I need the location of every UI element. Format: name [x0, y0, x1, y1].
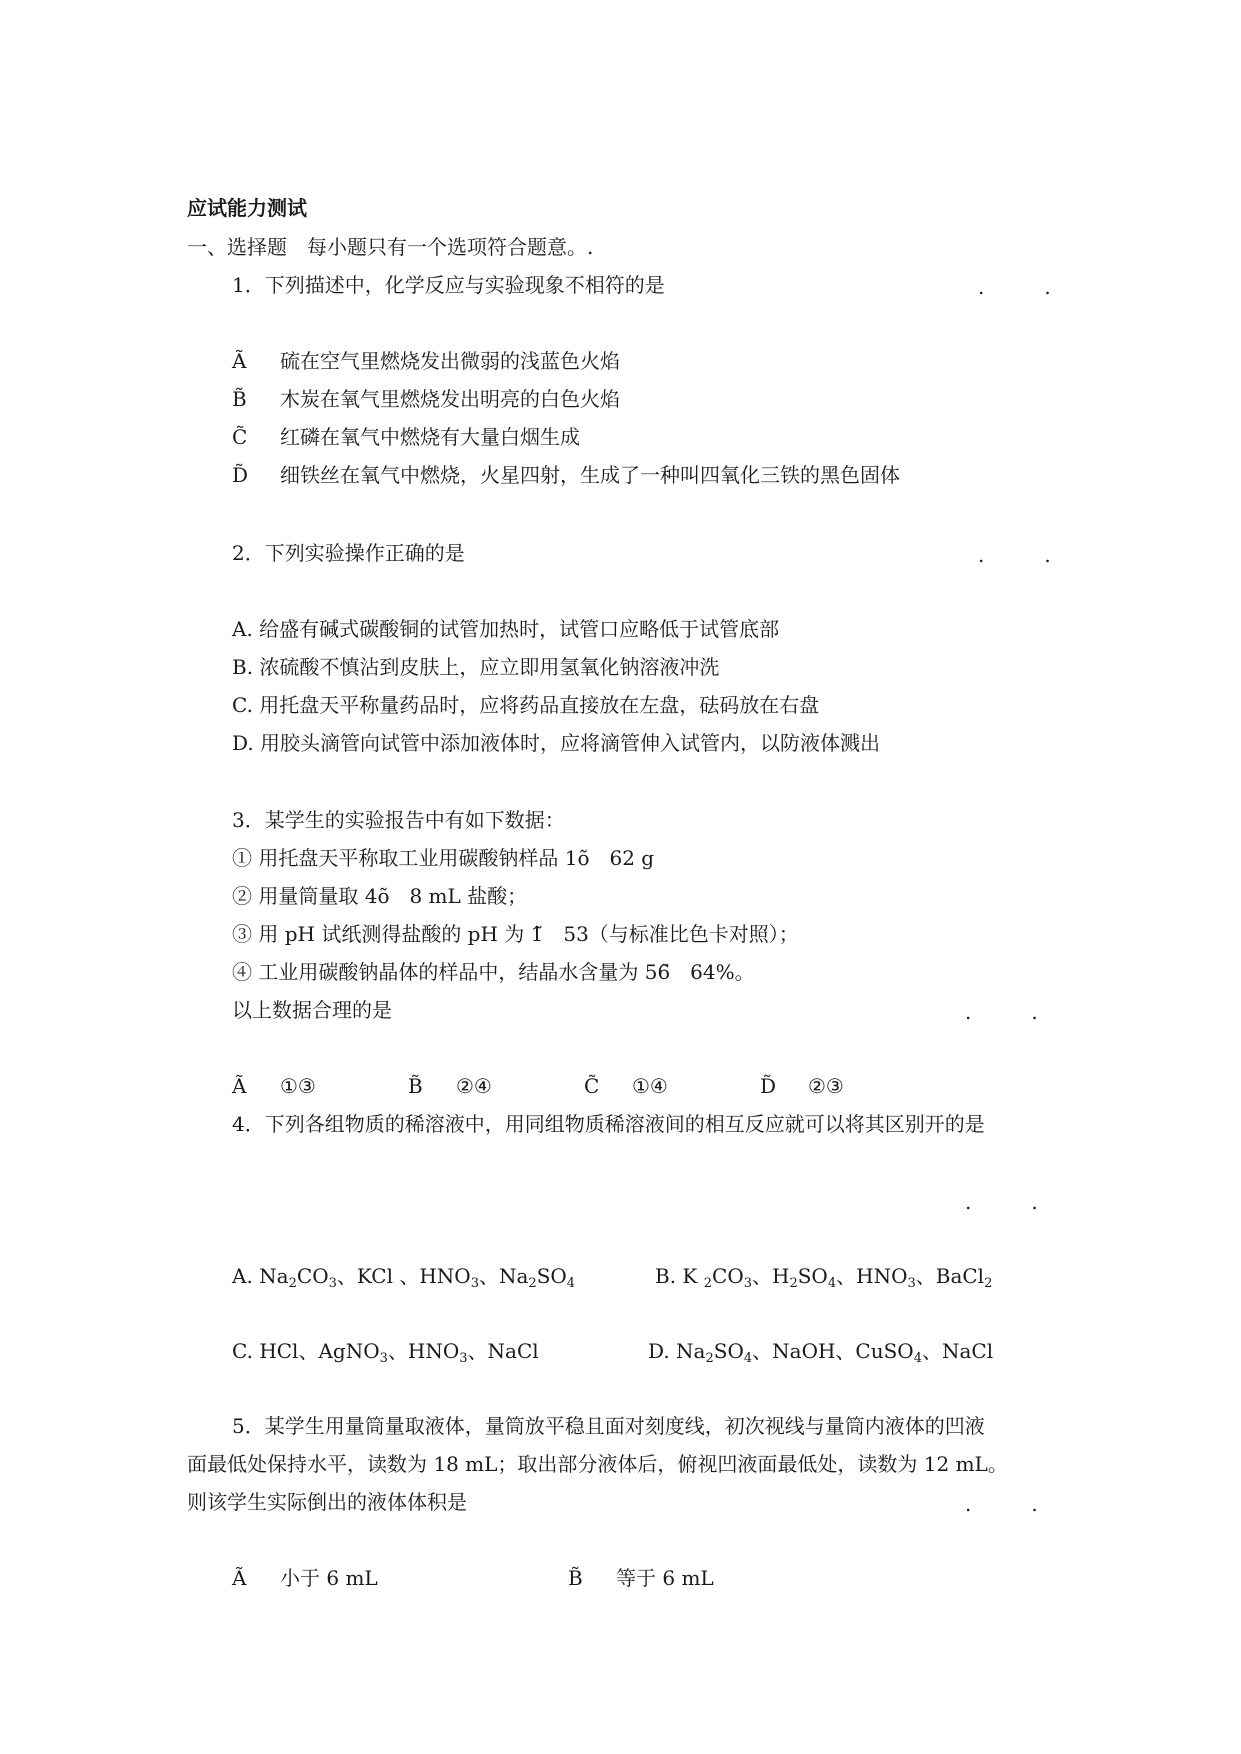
- formula-text: HCl、AgNO: [259, 1339, 380, 1363]
- option-text: 等于 6 mL: [616, 1566, 714, 1590]
- subscript: 2: [984, 1276, 993, 1291]
- formula-text: K: [682, 1264, 704, 1288]
- section-heading: 一、选择题 每小题只有一个选项符合题意。.: [187, 235, 594, 259]
- formula-text: 、NaOH、CuSO: [752, 1339, 914, 1363]
- q4-option-b: [655, 1264, 993, 1291]
- option-text: 红磷在氧气中燃烧有大量白烟生成: [280, 425, 580, 449]
- subscript: 2: [705, 1351, 714, 1366]
- option-text: ②④: [456, 1074, 492, 1098]
- option-label: C̃: [232, 425, 248, 449]
- formula-text: SO: [536, 1264, 567, 1288]
- q1-stem: 1．下列描述中，化学反应与实验现象不相符的是: [232, 273, 665, 297]
- formula-text: CO: [296, 1264, 329, 1288]
- q4-answer-blank: . .: [965, 1190, 1038, 1214]
- q2-stem: 2．下列实验操作正确的是: [232, 541, 465, 565]
- option-label: D̃: [760, 1074, 777, 1098]
- q3-answer-blank: . .: [965, 1000, 1038, 1024]
- q2-option-a: A. 给盛有碱式碳酸铜的试管加热时，试管口应略低于试管底部: [232, 617, 780, 641]
- q3-option-d: [760, 1074, 844, 1098]
- q5-answer-blank: . .: [965, 1492, 1038, 1516]
- formula-text: Na: [259, 1264, 289, 1288]
- option-label: B̃: [568, 1566, 583, 1590]
- q3-option-c: [584, 1074, 668, 1098]
- q4-option-d: [648, 1339, 994, 1366]
- option-label: B.: [655, 1264, 683, 1288]
- subscript: 3: [743, 1276, 752, 1291]
- subscript: 2: [789, 1276, 798, 1291]
- formula-text: 、Na: [478, 1264, 529, 1288]
- subscript: 3: [379, 1351, 388, 1366]
- formula-text: 、HNO: [836, 1264, 908, 1288]
- q4-stem: 4．下列各组物质的稀溶液中，用同组物质稀溶液间的相互反应就可以将其区别开的是: [232, 1112, 985, 1136]
- option-text: 小于 6 mL: [280, 1566, 378, 1590]
- q5-stem-line-1: 5．某学生用量筒量取液体，量筒放平稳且面对刻度线，初次视线与量筒内液体的凹液: [232, 1414, 985, 1438]
- option-label: Ã: [232, 349, 247, 373]
- q2-answer-blank: . .: [978, 543, 1051, 567]
- q2-option-b: B. 浓硫酸不慎沾到皮肤上，应立即用氢氧化钠溶液冲洗: [232, 655, 720, 679]
- q4-option-a: [232, 1264, 576, 1291]
- subscript: 4: [827, 1276, 837, 1291]
- q5-stem-line-3: 则该学生实际倒出的液体体积是: [187, 1490, 467, 1514]
- formula-text: 、KCl 、HNO: [336, 1264, 471, 1288]
- q5-stem-line-2: 面最低处保持水平，读数为 18 mL；取出部分液体后，俯视凹液面最低处，读数为 12 mL。: [187, 1452, 1008, 1476]
- q3-stem: 3．某学生的实验报告中有如下数据：: [232, 808, 565, 832]
- q1-option-d: [232, 463, 900, 487]
- option-text: 细铁丝在氧气中燃烧，火星四射，生成了一种叫四氧化三铁的黑色固体: [280, 463, 900, 487]
- q2-option-c: C. 用托盘天平称量药品时，应将药品直接放在左盘，砝码放在右盘: [232, 693, 820, 717]
- subscript: 4: [566, 1276, 576, 1291]
- option-text: ②③: [808, 1074, 844, 1098]
- option-label: B̃: [408, 1074, 423, 1098]
- subscript: 3: [328, 1276, 337, 1291]
- q3-item-4: ④ 工业用碳酸钠晶体的样品中，结晶水含量为 56̃ 64%。: [232, 960, 755, 984]
- formula-text: 、NaCl: [921, 1339, 994, 1363]
- option-label: D̃: [232, 463, 249, 487]
- q5-option-b: [568, 1566, 714, 1590]
- option-label: B̃: [232, 387, 247, 411]
- q3-item-2: ② 用量筒量取 4õ 8 mL 盐酸；: [232, 884, 528, 908]
- q3-option-b: [408, 1074, 492, 1098]
- q2-option-d: D. 用胶头滴管向试管中添加液体时，应将滴管伸入试管内，以防液体溅出: [232, 731, 881, 755]
- option-text: 硫在空气里燃烧发出微弱的浅蓝色火焰: [280, 349, 620, 373]
- option-label: A.: [232, 1264, 260, 1288]
- option-label: C.: [232, 1339, 260, 1363]
- subscript: 4: [913, 1351, 922, 1366]
- option-label: C̃: [584, 1074, 600, 1098]
- q5-option-a: [232, 1566, 378, 1590]
- formula-text: SO: [713, 1339, 744, 1363]
- subscript: 2: [528, 1276, 537, 1291]
- q1-option-b: [232, 387, 620, 411]
- formula-text: 、NaCl: [467, 1339, 539, 1363]
- q1-answer-blank: . .: [978, 275, 1051, 299]
- formula-text: Na: [676, 1339, 706, 1363]
- option-label: Ã: [232, 1566, 247, 1590]
- q3-question: 以上数据合理的是: [232, 998, 392, 1022]
- q4-option-c: [232, 1339, 539, 1366]
- q1-option-c: [232, 425, 580, 449]
- formula-text: CO: [712, 1264, 744, 1288]
- subscript: 3: [907, 1276, 916, 1291]
- subscript: 3: [459, 1351, 468, 1366]
- subscript: 2: [288, 1276, 297, 1291]
- option-text: ①④: [632, 1074, 668, 1098]
- subscript: 2: [703, 1276, 713, 1291]
- q3-item-3: ③ 用 pH 试纸测得盐酸的 pH 为 1̃ 53（与标准比色卡对照）；: [232, 922, 799, 946]
- q1-option-a: [232, 349, 620, 373]
- q3-item-1: ① 用托盘天平称取工业用碳酸钠样品 1õ 62 g: [232, 846, 655, 870]
- q3-option-a: [232, 1074, 316, 1098]
- option-label: Ã: [232, 1074, 247, 1098]
- option-label: D.: [648, 1339, 677, 1363]
- option-text: ①③: [280, 1074, 316, 1098]
- formula-text: 、HNO: [387, 1339, 460, 1363]
- formula-text: 、H: [752, 1264, 790, 1288]
- subscript: 4: [743, 1351, 753, 1366]
- page-title: 应试能力测试: [187, 196, 307, 220]
- formula-text: SO: [797, 1264, 828, 1288]
- formula-text: 、BaCl: [915, 1264, 985, 1288]
- subscript: 3: [470, 1276, 479, 1291]
- option-text: 木炭在氧气里燃烧发出明亮的白色火焰: [280, 387, 620, 411]
